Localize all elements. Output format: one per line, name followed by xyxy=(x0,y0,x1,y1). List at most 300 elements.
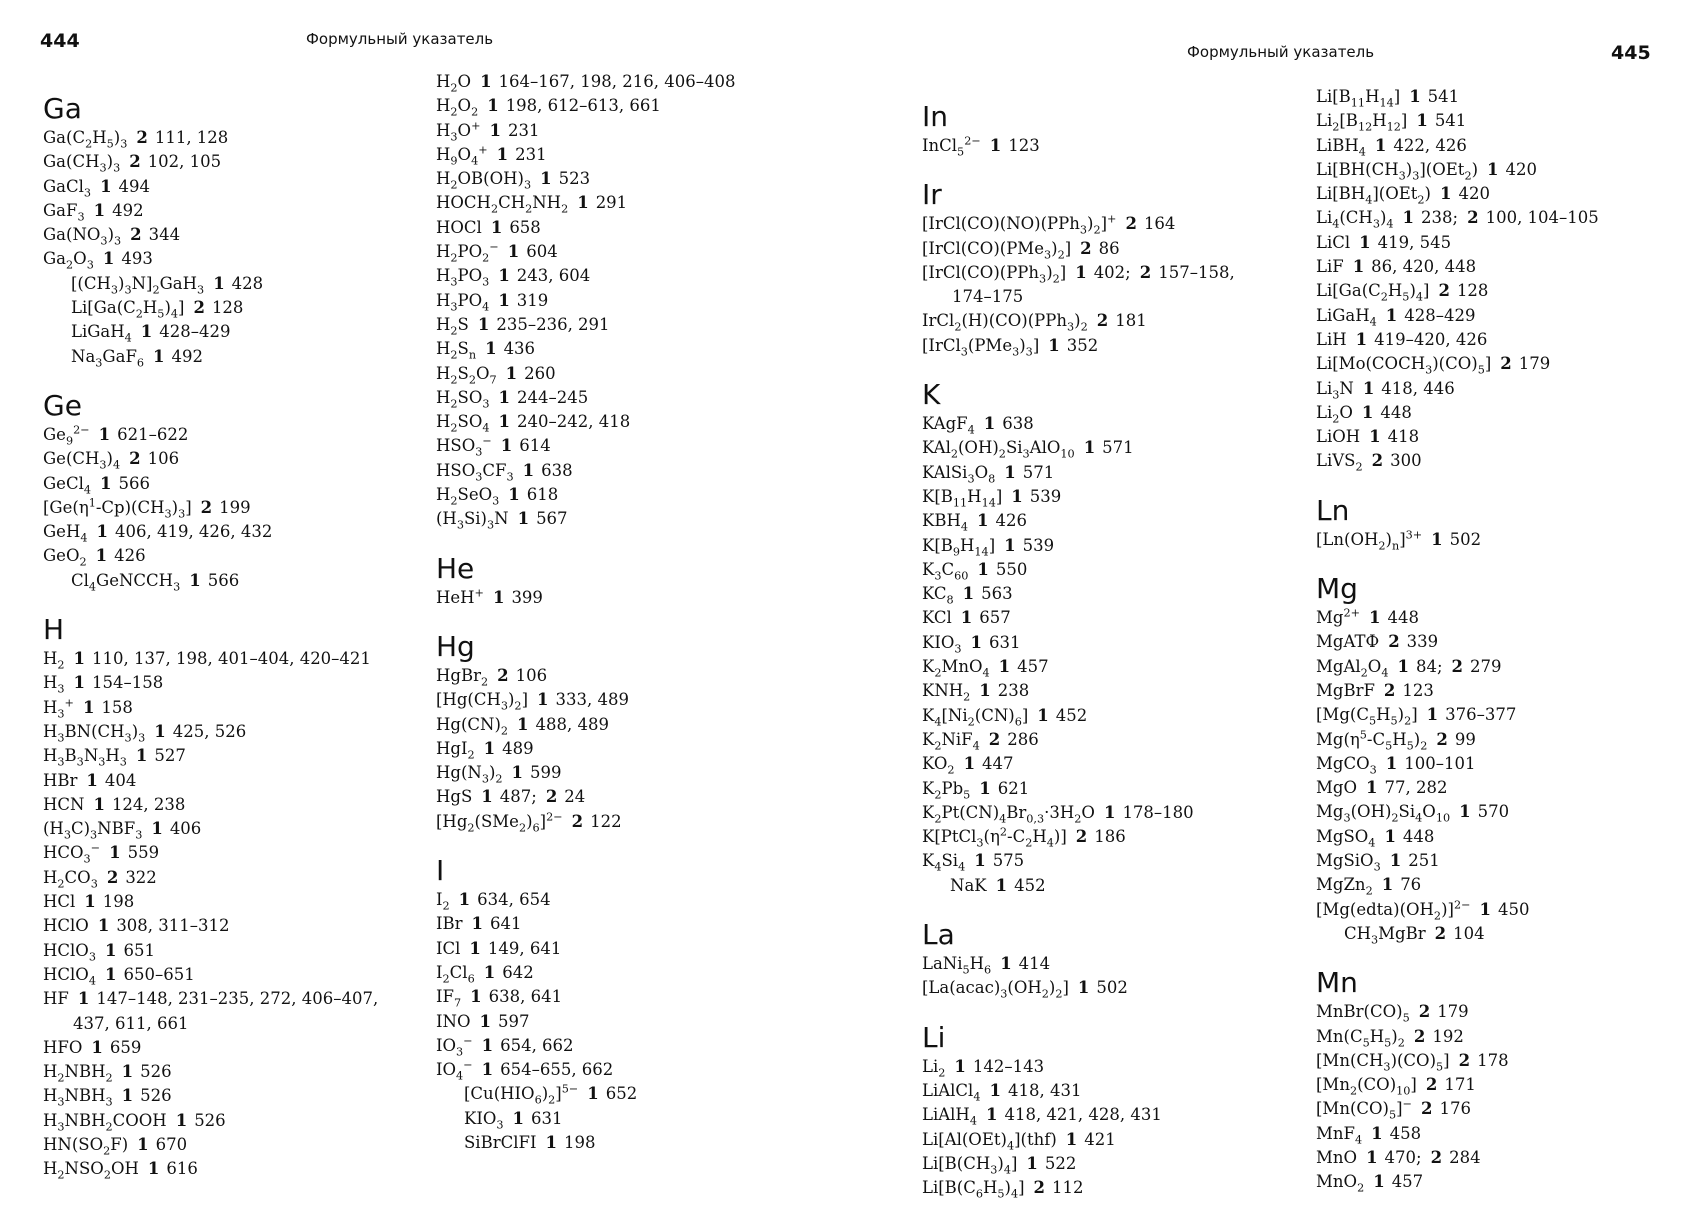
page-refs: 76 xyxy=(1400,875,1422,895)
formula: MnF$_4$ xyxy=(1316,1123,1363,1146)
formula: $K_2Pb_5$ xyxy=(922,778,971,801)
page-refs: 621 xyxy=(997,778,1030,798)
index-entry xyxy=(922,309,1322,333)
page-refs: 154–158 xyxy=(92,673,164,693)
index-entry xyxy=(436,264,836,288)
formula: $Ga(C_2H_5)_3$ xyxy=(43,128,128,151)
formula: InCl$_5^{2-}$ xyxy=(922,134,981,159)
page-refs: 99 xyxy=(1454,729,1476,749)
index-entry xyxy=(922,728,1322,752)
volume-number: 1 xyxy=(522,460,535,480)
volume-number: 1 xyxy=(487,96,499,116)
index-entry xyxy=(43,769,443,793)
index-entry xyxy=(436,737,836,761)
formula: $H_3NBH_2COOH$ xyxy=(43,1110,167,1133)
index-entry xyxy=(1316,1000,1684,1024)
volume-number: 1 xyxy=(1381,875,1394,895)
page-refs: 422, 426 xyxy=(1393,135,1467,155)
page-refs: 192 xyxy=(1432,1026,1464,1046)
page-refs: 100–101 xyxy=(1404,753,1476,773)
volume-number: 1 xyxy=(989,136,1002,155)
page-refs: 638 xyxy=(541,460,573,480)
index-entry xyxy=(43,890,443,914)
volume-number: 2 xyxy=(1500,354,1512,374)
formula: $K[PtCl_3(\eta^2-C_2H_4)]$ xyxy=(922,825,1067,850)
volume-number: 2 xyxy=(130,225,142,245)
formula: $[IrCl_3(PMe_3)_3]$ xyxy=(922,335,1040,359)
element-heading: La xyxy=(922,918,955,952)
volume-number: 1 xyxy=(481,1035,494,1055)
volume-number: 2 xyxy=(1438,281,1450,301)
formula: $IF_7$ xyxy=(436,987,462,1010)
index-entry xyxy=(922,212,1322,236)
formula: $KNH_2$ xyxy=(922,681,971,704)
formula: HgBr$_2$ xyxy=(436,665,489,689)
volume-number: 1 xyxy=(1011,486,1023,506)
formula: $Li_2O$ xyxy=(1316,402,1353,426)
page-refs: 597 xyxy=(497,1011,530,1031)
formula: $HSO_3^-$ xyxy=(436,434,492,459)
index-column xyxy=(43,92,443,1182)
volume-number: 1 xyxy=(496,144,509,164)
page-refs: 616 xyxy=(166,1159,198,1179)
volume-number: 1 xyxy=(540,169,552,189)
formula: MgATФ xyxy=(1316,632,1380,652)
formula: MgZn$_2$ xyxy=(1316,875,1373,898)
formula: HFO xyxy=(43,1037,83,1057)
formula: $H_2SO_3$ xyxy=(436,387,490,411)
index-entry xyxy=(1316,825,1684,849)
formula: $[Mn(CO)_5]^-$ xyxy=(1316,1097,1412,1122)
formula: HClO$_3$ xyxy=(43,940,96,963)
page-refs: 604 xyxy=(526,242,558,262)
formula: IBr xyxy=(436,914,463,934)
running-title: Формульный указатель xyxy=(1187,43,1375,61)
index-entry xyxy=(1316,206,1684,230)
index-entry xyxy=(1316,752,1684,776)
index-entry xyxy=(922,1055,1322,1079)
page-refs: 402; xyxy=(1093,262,1131,282)
index-entry xyxy=(922,261,1322,285)
index-entry xyxy=(1316,1025,1684,1049)
page-refs: 418, 431 xyxy=(1007,1080,1082,1100)
volume-number: 1 xyxy=(1374,135,1387,155)
volume-number: 2 xyxy=(988,729,1001,749)
volume-number: 2 xyxy=(1125,214,1137,234)
formula: $Hg(CN)_2$ xyxy=(436,714,509,737)
index-entry xyxy=(1316,1170,1684,1194)
index-entry xyxy=(1316,304,1684,328)
formula: $Li[BH_4](OEt_2)$ xyxy=(1316,184,1431,207)
index-entry xyxy=(1316,109,1684,133)
index-entry xyxy=(1316,231,1684,255)
formula: $KO_2$ xyxy=(922,754,955,777)
index-entry xyxy=(922,801,1322,825)
page-refs: 231 xyxy=(515,144,547,164)
index-entry xyxy=(43,744,443,768)
page-refs: 179 xyxy=(1437,1002,1469,1022)
formula: LiAlCl$_4$ xyxy=(922,1080,981,1104)
page-refs: 106 xyxy=(147,449,180,469)
volume-number: 1 xyxy=(151,819,163,839)
index-entry xyxy=(436,119,836,143)
formula: $K_2Pt(CN)_4Br_{0,3}\cdot 3H_2O$ xyxy=(922,802,1095,826)
volume-number: 1 xyxy=(213,273,225,293)
volume-number: 1 xyxy=(471,914,484,934)
page-refs: 418, 421, 428, 431 xyxy=(1004,1105,1162,1125)
element-heading: Hg xyxy=(436,629,475,663)
index-entry xyxy=(43,987,443,1011)
index-entry xyxy=(436,1082,836,1106)
formula: $KIO_3$ xyxy=(922,632,962,656)
page-refs: 539 xyxy=(1022,535,1055,555)
page-refs: 452 xyxy=(1055,705,1088,725)
index-entry xyxy=(922,558,1322,582)
index-entry xyxy=(43,1109,443,1133)
volume-number: 1 xyxy=(1004,462,1016,482)
index-entry xyxy=(1316,800,1684,824)
page-refs: 527 xyxy=(154,746,186,766)
formula: $[Mn(CH_3)(CO)_5]$ xyxy=(1316,1050,1450,1074)
index-entry xyxy=(43,914,443,938)
index-entry xyxy=(436,912,836,936)
index-entry xyxy=(436,289,836,313)
page-refs: 110, 137, 198, 401–404, 420–421 xyxy=(92,649,371,669)
index-entry xyxy=(922,582,1322,606)
formula: $Mn(C_5H_5)_2$ xyxy=(1316,1026,1405,1049)
page-refs: 523 xyxy=(558,169,591,189)
formula: $Li_2[B_{12}H_{12}]$ xyxy=(1316,111,1408,134)
formula: $HCO_3^-$ xyxy=(43,841,101,866)
index-entry xyxy=(43,150,443,174)
page-refs: 279 xyxy=(1470,656,1502,676)
index-entry xyxy=(1316,425,1684,449)
index-entry xyxy=(43,496,443,520)
index-entry xyxy=(43,320,443,344)
index-entry xyxy=(1316,606,1684,630)
volume-number: 1 xyxy=(98,424,111,444)
formula: $IO_3^-$ xyxy=(436,1034,473,1059)
index-entry xyxy=(436,1058,836,1082)
element-heading: Li xyxy=(922,1020,946,1054)
page-refs: 142–143 xyxy=(972,1056,1045,1076)
volume-number: 1 xyxy=(1355,329,1368,349)
page-refs: 571 xyxy=(1102,438,1134,458)
formula: GeCl$_4$ xyxy=(43,473,91,496)
index-entry xyxy=(1316,898,1684,922)
volume-number: 1 xyxy=(577,193,589,213)
page-refs: 494 xyxy=(118,176,151,196)
volume-number: 1 xyxy=(483,738,496,758)
page-refs: 526 xyxy=(140,1062,172,1082)
volume-number: 2 xyxy=(1388,632,1400,652)
index-entry xyxy=(922,134,1322,158)
volume-number: 1 xyxy=(458,890,471,910)
volume-number: 1 xyxy=(1365,778,1378,798)
page-refs: 198 xyxy=(102,892,135,912)
formula: MgBrF xyxy=(1316,680,1375,700)
volume-number: 1 xyxy=(480,72,492,91)
index-entry xyxy=(436,459,836,483)
index-entry xyxy=(436,143,836,167)
page-refs: 238 xyxy=(997,681,1030,701)
index-entry xyxy=(436,1131,836,1155)
page-refs: 123 xyxy=(1008,136,1040,155)
page-refs: 457 xyxy=(1391,1172,1424,1192)
volume-number: 1 xyxy=(483,962,496,982)
formula: $[IrCl(CO)(PMe_3)_2]$ xyxy=(922,238,1072,261)
formula: $Ge(CH_3)_4$ xyxy=(43,449,121,472)
index-entry xyxy=(1316,1097,1684,1121)
formula: $LaNi_5H_6$ xyxy=(922,954,992,977)
page-refs: 24 xyxy=(564,787,586,807)
formula: $[(CH_3)_3N]_2GaH_3$ xyxy=(71,273,205,297)
formula: $H_3B_3N_3H_3$ xyxy=(43,746,127,769)
formula: KCl xyxy=(922,608,952,628)
volume-number: 1 xyxy=(109,843,121,863)
page-refs: 164 xyxy=(1143,214,1176,234)
volume-number: 1 xyxy=(1352,257,1365,277)
index-entry xyxy=(43,175,443,199)
volume-number: 1 xyxy=(121,1086,134,1106)
page-refs: 614 xyxy=(519,436,551,456)
volume-number: 1 xyxy=(492,587,505,607)
formula: $K_4Si_4$ xyxy=(922,851,966,874)
formula: $[Ln(OH_2)_n]^{3+}$ xyxy=(1316,528,1423,553)
formula: $[Mg(C_5H_5)_2]$ xyxy=(1316,705,1418,728)
volume-number: 2 xyxy=(1096,311,1109,331)
volume-number: 1 xyxy=(96,522,108,542)
volume-number: 1 xyxy=(100,473,112,493)
volume-number: 1 xyxy=(983,414,996,434)
page-refs: 657 xyxy=(979,608,1011,628)
volume-number: 1 xyxy=(77,989,90,1009)
page-refs: 231 xyxy=(507,120,540,140)
volume-number: 1 xyxy=(97,916,110,936)
volume-number: 2 xyxy=(1075,827,1088,847)
volume-number: 1 xyxy=(1048,335,1060,355)
formula: $I_2$ xyxy=(436,890,450,913)
page-refs: 284 xyxy=(1449,1147,1481,1167)
formula: $[Cu(HIO_6)_2]^{5-}$ xyxy=(464,1082,579,1107)
index-column xyxy=(436,70,836,1155)
formula: $KAl_2(OH)_2Si_3AlO_{10}$ xyxy=(922,438,1075,461)
page-number: 445 xyxy=(1611,42,1651,64)
index-entry xyxy=(43,696,443,720)
right-page xyxy=(842,0,1684,1224)
element-heading: Ln xyxy=(1316,493,1350,527)
page-refs: 641 xyxy=(490,914,522,934)
index-entry xyxy=(1316,849,1684,873)
volume-number: 1 xyxy=(1384,826,1396,846)
page-refs: 300 xyxy=(1390,451,1422,471)
volume-number: 1 xyxy=(1479,899,1491,919)
index-entry xyxy=(922,631,1322,655)
formula: $[Ge(\eta^1-Cp)(CH_3)_3]$ xyxy=(43,496,192,521)
page-refs: 260 xyxy=(524,363,556,383)
index-entry xyxy=(436,386,836,410)
formula: $Li[B(CH_3)_4]$ xyxy=(922,1153,1018,1177)
volume-number: 1 xyxy=(86,770,98,790)
index-column xyxy=(1316,85,1684,1195)
volume-number: 1 xyxy=(1366,1147,1378,1167)
formula: HgS xyxy=(436,787,473,807)
page-refs: 333, 489 xyxy=(555,690,629,710)
index-entry xyxy=(436,483,836,507)
formula: $H_2S_2O_7$ xyxy=(436,363,497,386)
volume-number: 1 xyxy=(104,940,117,960)
volume-number: 2 xyxy=(129,152,141,172)
formula: $Li_2$ xyxy=(922,1056,946,1079)
index-entry xyxy=(436,313,836,337)
volume-number: 1 xyxy=(135,746,148,766)
volume-number: 1 xyxy=(979,778,991,798)
volume-number: 2 xyxy=(497,665,509,685)
page-refs: 186 xyxy=(1094,827,1126,847)
index-entry xyxy=(1316,528,1684,552)
formula: $KBH_4$ xyxy=(922,511,968,534)
page-refs: 286 xyxy=(1007,729,1039,749)
formula: $[Hg(CH_3)_2]$ xyxy=(436,690,528,713)
formula: $Mg(\eta^5-C_5H_5)_2$ xyxy=(1316,728,1428,752)
page-number: 444 xyxy=(40,30,80,52)
formula: $(H_3Si)_3N$ xyxy=(436,509,509,532)
formula: HOCl xyxy=(436,217,482,237)
volume-number: 1 xyxy=(84,892,96,912)
volume-number: 2 xyxy=(1080,238,1092,258)
element-heading: Ga xyxy=(43,92,82,125)
volume-number: 2 xyxy=(1371,451,1384,471)
formula: $KAlSi_3O_8$ xyxy=(922,462,996,485)
formula: $H_2O$ xyxy=(436,72,472,95)
index-entry xyxy=(436,888,836,912)
volume-number: 1 xyxy=(960,608,973,628)
formula: $CH_3MgBr$ xyxy=(1344,923,1426,947)
volume-number: 1 xyxy=(1026,1153,1038,1173)
volume-number: 1 xyxy=(498,412,510,432)
index-entry xyxy=(436,961,836,985)
page-refs: 563 xyxy=(981,584,1013,604)
volume-number: 1 xyxy=(154,721,166,741)
formula: $H_3O^+$ xyxy=(436,119,481,143)
index-entry xyxy=(922,952,1322,976)
page-refs: 618 xyxy=(526,485,559,505)
volume-number: 1 xyxy=(498,387,510,407)
index-entry xyxy=(43,963,443,987)
page-refs: 198, 612–613, 661 xyxy=(505,96,661,116)
volume-number: 1 xyxy=(1103,802,1116,822)
formula: HF xyxy=(43,989,69,1009)
formula: GeO$_2$ xyxy=(43,546,87,569)
volume-number: 1 xyxy=(1361,402,1374,422)
page-refs: 198 xyxy=(563,1132,596,1152)
formula: LiGaH$_4$ xyxy=(71,322,132,345)
page-refs: 621–622 xyxy=(117,424,189,444)
page-refs: 339 xyxy=(1406,632,1439,652)
volume-number: 2 xyxy=(1033,1178,1046,1198)
volume-number: 1 xyxy=(477,314,490,334)
volume-number: 1 xyxy=(1397,656,1409,676)
page-refs: 376–377 xyxy=(1445,705,1517,725)
volume-number: 1 xyxy=(1426,705,1439,725)
formula: MgSO$_4$ xyxy=(1316,826,1376,850)
formula: $KC_8$ xyxy=(922,584,954,607)
page-refs: 526 xyxy=(194,1110,226,1130)
page-refs: 157–158, xyxy=(1158,262,1235,282)
volume-number: 1 xyxy=(977,559,989,579)
index-entry xyxy=(436,1010,836,1034)
index-entry xyxy=(43,1084,443,1108)
volume-number: 1 xyxy=(481,1060,494,1080)
formula: $H_2OB(OH)_3$ xyxy=(436,169,532,192)
formula: $H_2NBH_2$ xyxy=(43,1062,113,1085)
element-heading: He xyxy=(436,551,475,585)
index-entry xyxy=(1316,1073,1684,1097)
volume-number: 1 xyxy=(954,1056,966,1076)
formula: $MnBr(CO)_5$ xyxy=(1316,1002,1410,1025)
page-refs: 541 xyxy=(1434,111,1467,131)
formula: GeH$_4$ xyxy=(43,522,88,545)
formula: LiGaH$_4$ xyxy=(1316,305,1377,328)
volume-number: 2 xyxy=(1420,1099,1433,1119)
index-entry xyxy=(436,985,836,1009)
volume-number: 1 xyxy=(91,1037,103,1057)
formula: $Ga_2O_3$ xyxy=(43,249,94,272)
page-refs: 428–429 xyxy=(159,322,231,342)
formula: $MgAl_2O_4$ xyxy=(1316,656,1389,679)
page-refs: 658 xyxy=(509,217,541,237)
formula: $Ga(NO_3)_3$ xyxy=(43,225,122,248)
page-refs: 458 xyxy=(1389,1123,1422,1143)
index-entry xyxy=(436,785,836,809)
index-entry xyxy=(43,423,443,447)
volume-number: 1 xyxy=(974,851,986,871)
page-refs: 448 xyxy=(1387,608,1419,628)
formula: GaF$_3$ xyxy=(43,200,85,224)
volume-number: 1 xyxy=(1359,232,1371,252)
index-entry xyxy=(436,362,836,386)
index-entry xyxy=(43,447,443,471)
formula: $Li[Mo(COCH_3)(CO)_5]$ xyxy=(1316,354,1492,377)
formula: LiAlH$_4$ xyxy=(922,1105,977,1128)
index-entry xyxy=(922,752,1322,776)
volume-number: 1 xyxy=(175,1110,188,1130)
index-entry xyxy=(922,436,1322,460)
page-refs: 86, 420, 448 xyxy=(1371,257,1477,277)
formula: $Mg_3(OH)_2Si_4O_{10}$ xyxy=(1316,802,1451,825)
page-refs: 447 xyxy=(982,754,1014,774)
index-entry xyxy=(1316,377,1684,401)
page-refs: 425, 526 xyxy=(172,721,247,741)
page-refs: 176 xyxy=(1439,1099,1471,1119)
page-refs: 352 xyxy=(1066,335,1099,355)
page-refs: 654–655, 662 xyxy=(500,1060,614,1080)
index-entry xyxy=(922,606,1322,630)
volume-number: 1 xyxy=(537,690,549,710)
page-refs: 240–242, 418 xyxy=(517,412,631,432)
formula: $Li[BH(CH_3)_3](OEt_2)$ xyxy=(1316,159,1479,183)
volume-number: 1 xyxy=(498,266,510,286)
formula: MgCO$_3$ xyxy=(1316,753,1377,777)
page-refs: 106 xyxy=(515,665,548,685)
page-refs: 124, 238 xyxy=(111,794,186,814)
index-entry xyxy=(1316,401,1684,425)
formula: $H_3$ xyxy=(43,673,65,696)
formula: $(H_3C)_3NBF_3$ xyxy=(43,819,143,842)
volume-number: 2 xyxy=(1458,1050,1471,1070)
volume-number: 2 xyxy=(1467,208,1479,228)
volume-number: 1 xyxy=(121,1062,134,1082)
